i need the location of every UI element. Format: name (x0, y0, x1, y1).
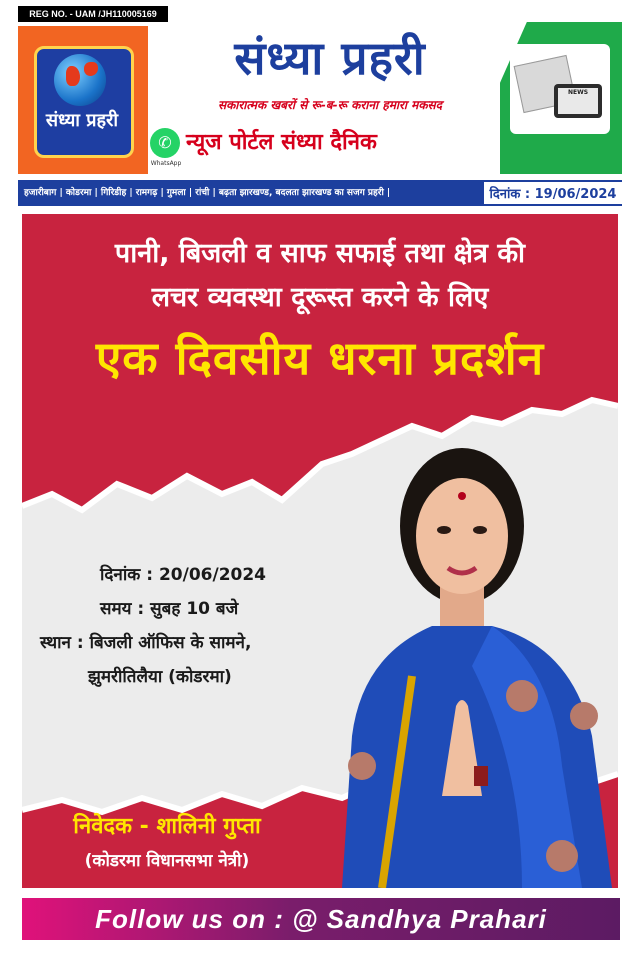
whatsapp-icon[interactable]: ✆ (150, 128, 180, 158)
issue-date: दिनांक : 19/06/2024 (484, 180, 622, 206)
newspaper-title: संध्या प्रहरी (234, 31, 426, 85)
registration-number: REG NO. - UAM /JH110005169 (18, 6, 168, 22)
event-date-row (100, 562, 266, 585)
social-footer (22, 898, 620, 940)
event-time-row (100, 596, 238, 619)
event-time-value: सुबह 10 बजे (150, 599, 239, 619)
tablet-screen-label: NEWS (558, 88, 598, 114)
headline-line-1: पानी, बिजली व साफ सफाई तथा क्षेत्र की (114, 238, 526, 269)
news-portal-label: न्यूज पोर्टल संध्या दैनिक (186, 130, 377, 155)
cities-strip: हजारीबाग | कोडरमा | गिरिडीह | रामगढ़ | गुमला | रांची | बढ़ता झारखण्ड, बदलता झारखण्ड का सजग प्रहरी | (18, 180, 484, 206)
logo-text: संध्या प्रहरी (45, 110, 119, 131)
event-date-label: दिनांक : (100, 565, 154, 585)
requester-name: निवेदक - शालिनी गुप्ता (73, 814, 261, 839)
event-place-line-1: बिजली ऑफिस के सामने, (89, 633, 252, 653)
whatsapp-label: WhatsApp (150, 160, 182, 167)
event-place-row (40, 630, 251, 653)
event-date-value: 20/06/2024 (158, 565, 267, 585)
headline-line-2: लचर व्यवस्था दूरूस्त करने के लिए (151, 282, 489, 313)
globe-icon (54, 54, 106, 106)
newspaper-tagline: सकारात्मक खबरों से रू-ब-रू कराना हमारा मकसद (217, 98, 443, 112)
event-place-line-2: झुमरीतिलैया (कोडरमा) (88, 667, 232, 687)
event-title: एक दिवसीय धरना प्रदर्शन (95, 331, 545, 385)
poster-headline (22, 232, 618, 320)
globe-land-shape (66, 66, 80, 86)
event-time-label: समय : (100, 599, 145, 619)
requester-post: (कोडरमा विधानसभा नेत्री) (84, 851, 250, 871)
follow-us-text[interactable]: Follow us on : @ Sandhya Prahari (95, 904, 547, 934)
event-place-label: स्थान : (40, 633, 84, 653)
leader-portrait (322, 436, 618, 888)
event-poster (22, 214, 618, 888)
